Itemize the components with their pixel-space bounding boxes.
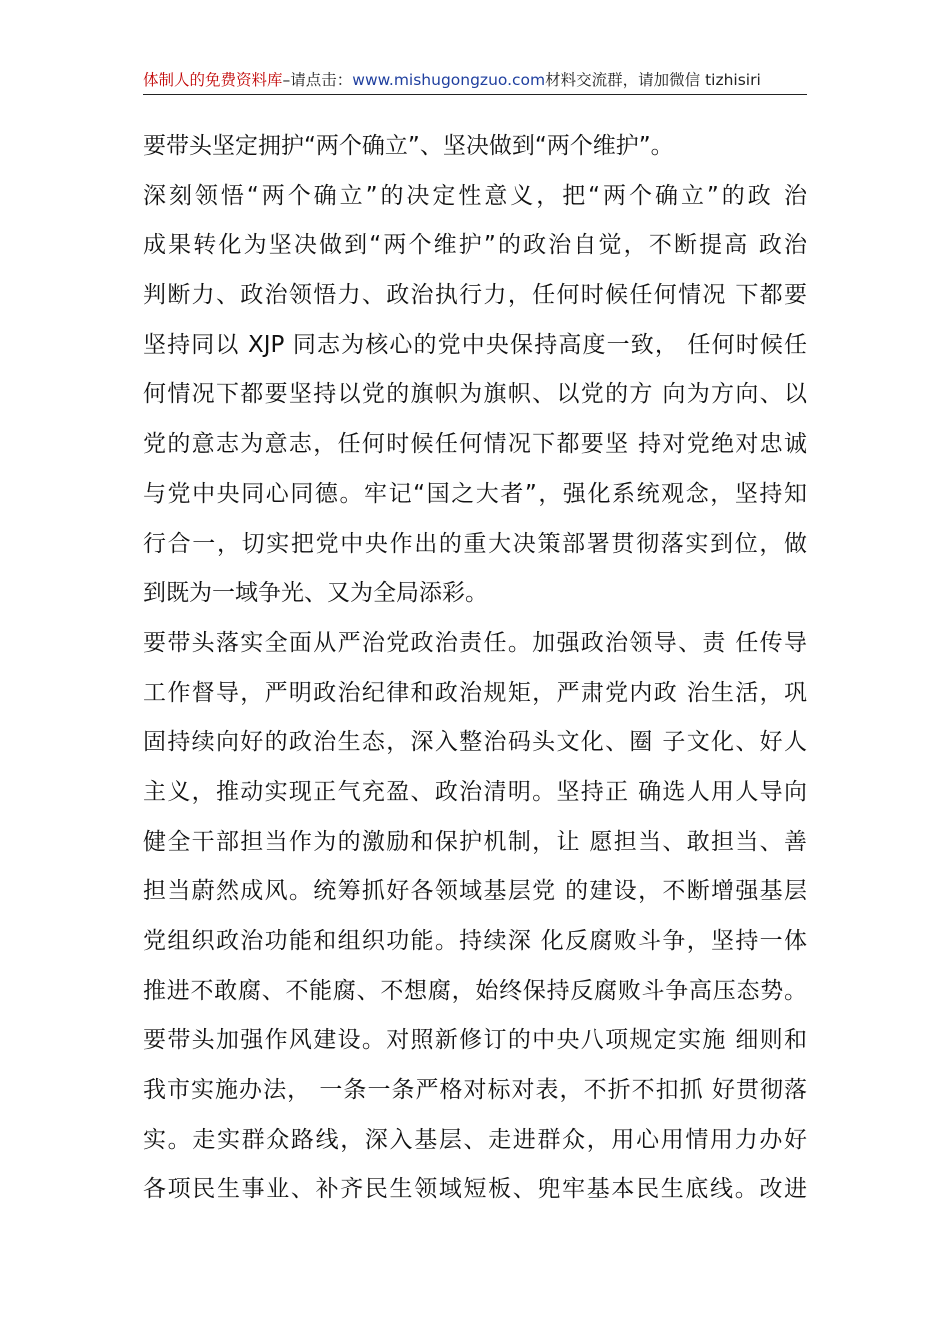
text-line: 要带头落实全面从严治党政治责任。加强政治领导、责 任传导 — [143, 629, 807, 656]
text-line: 成果转化为坚决做到“两个维护”的政治自觉，不断提高 政治 — [143, 232, 807, 259]
text-line: 何情况下都要坚持以党的旗帜为旗帜、以党的方 向为方向、以 — [143, 381, 807, 408]
text-line: 主义，推动实现正气充盈、政治清明。坚持正 确选人用人导向 — [143, 778, 807, 805]
text-line: 担当蔚然成风。统筹抓好各领域基层党 的建设，不断增强基层 — [143, 878, 807, 905]
text-line: 与党中央同心同德。牢记“国之大者”，强化系统观念，坚持知 — [143, 480, 807, 507]
text-line: 固持续向好的政治生态，深入整治码头文化、圈 子文化、好人 — [143, 729, 807, 756]
text-line: 要带头坚定拥护“两个确立”、坚决做到“两个维护”。 — [143, 133, 674, 159]
text-line: 健全干部担当作为的激励和保护机制，让 愿担当、敢担当、善 — [143, 828, 807, 855]
header-prompt: –请点击： — [282, 71, 353, 89]
text-line: 工作督导，严明政治纪律和政治规矩，严肃党内政 治生活，巩 — [143, 679, 807, 706]
text-line: 推进不敢腐、不能腐、不想腐，始终保持反腐败斗争高压态势。 — [143, 977, 807, 1004]
text-line: 坚持同以 XJP 同志为核心的党中央保持高度一致， 任何时候任 — [143, 331, 807, 358]
text-line: 行合一，切实把党中央作出的重大决策部署贯彻落实到位，做 — [143, 530, 807, 557]
text-line: 我市实施办法， 一条一条严格对标对表，不折不扣抓 好贯彻落 — [143, 1077, 807, 1104]
text-line: 判断力、政治领悟力、政治执行力，任何时候任何情况 下都要 — [143, 282, 807, 309]
text-line: 深刻领悟“两个确立”的决定性意义，把“两个确立”的政 治 — [143, 182, 807, 209]
header-note: 材料交流群，请加微信 tizhisiri — [545, 71, 761, 89]
header-url-link[interactable]: www.mishugongzuo.com — [352, 71, 546, 89]
text-line: 党组织政治功能和组织功能。持续深 化反腐败斗争，坚持一体 — [143, 928, 807, 954]
text-line: 到既为一域争光、又为全局添彩。 — [143, 580, 488, 607]
text-line: 实。走实群众路线，深入基层、走进群众，用心用情用力办好 — [143, 1126, 807, 1153]
page-header — [143, 68, 807, 95]
header-brand: 体制人的免费资料库 — [143, 71, 283, 89]
text-line: 各项民生事业、补齐民生领域短板、兜牢基本民生底线。改进 — [143, 1176, 807, 1203]
text-line: 党的意志为意志，任何时候任何情况下都要坚 持对党绝对忠诚 — [143, 431, 807, 458]
text-line: 要带头加强作风建设。对照新修订的中央八项规定实施 细则和 — [143, 1027, 807, 1054]
document-body — [143, 122, 807, 1215]
